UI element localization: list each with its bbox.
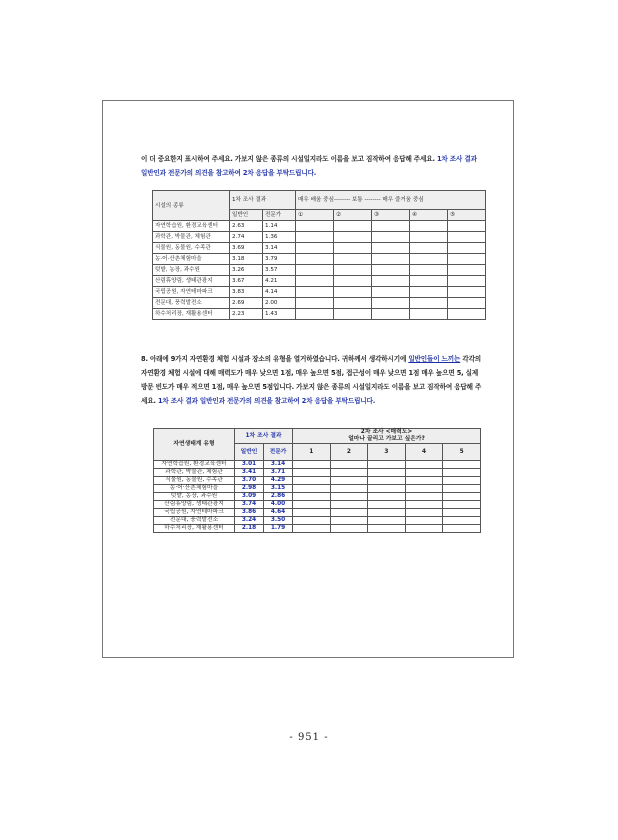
table-row [154, 501, 481, 509]
table2-expert-header: 전문가 [264, 444, 293, 461]
table2-round2-header: 2차 조사 <매력도> 얼마나 끌리고 가보고 싶은가? [293, 429, 481, 444]
response-cell [371, 254, 409, 265]
expert-score: 1.36 [263, 232, 296, 243]
response-cell [293, 501, 331, 509]
response-cell [409, 298, 447, 309]
table1-choice-header: ③ [371, 210, 409, 221]
response-cell [293, 477, 331, 485]
table1-scale-header: 매우 배움 중심-------- 보통 -------- 매우 즐거움 중심 [296, 191, 486, 210]
facility-name: 과학관, 박물관, 체험관 [154, 469, 235, 477]
response-cell [405, 469, 443, 477]
intro-text: 이 더 중요한지 표시하여 주세요. 가보지 않은 종류의 시설일지라도 이름을 보고 짐작하여 응답해 주세요. [141, 155, 437, 163]
response-cell [296, 232, 334, 243]
response-cell [409, 287, 447, 298]
question8-underlined: 일반인들이 느끼는 [408, 355, 461, 363]
response-cell [447, 287, 485, 298]
facility-name: 자연학습원, 환경교육센터 [154, 461, 235, 469]
response-cell [371, 309, 409, 320]
response-cell [443, 493, 481, 501]
table1-round1-header: 1차 조사 결과 [230, 191, 296, 210]
facility-name: 농·어·산촌체험마을 [153, 254, 230, 265]
public-score: 2.74 [230, 232, 263, 243]
response-cell [330, 461, 368, 469]
response-cell [333, 254, 371, 265]
page-number: - 951 - [289, 732, 329, 743]
facility-name: 하수처리장, 재활용센터 [153, 309, 230, 320]
table2-public-header: 일반인 [235, 444, 264, 461]
response-cell [368, 525, 406, 533]
public-score: 3.69 [230, 243, 263, 254]
response-cell [296, 254, 334, 265]
response-cell [447, 309, 485, 320]
response-cell [330, 517, 368, 525]
response-cell [333, 287, 371, 298]
facility-name: 전문대, 풍력발전소 [154, 517, 235, 525]
table-row [153, 265, 486, 276]
response-cell [443, 485, 481, 493]
table1-choice-header: ⑤ [447, 210, 485, 221]
facility-name: 국립공원, 자연테마파크 [154, 509, 235, 517]
response-cell [371, 298, 409, 309]
public-score: 2.23 [230, 309, 263, 320]
response-cell [296, 309, 334, 320]
facility-name: 산림휴양림, 생태관광지 [154, 501, 235, 509]
expert-score: 2.00 [263, 298, 296, 309]
expert-score: 1.79 [264, 525, 293, 533]
response-cell [447, 243, 485, 254]
table-row [154, 509, 481, 517]
public-score: 3.18 [230, 254, 263, 265]
response-cell [443, 501, 481, 509]
response-cell [293, 517, 331, 525]
response-cell [405, 517, 443, 525]
response-cell [443, 461, 481, 469]
response-cell [333, 243, 371, 254]
table1-choice-header: ② [333, 210, 371, 221]
response-cell [368, 485, 406, 493]
response-cell [368, 493, 406, 501]
response-cell [293, 509, 331, 517]
table-row [153, 298, 486, 309]
response-cell [333, 232, 371, 243]
expert-score: 3.14 [263, 243, 296, 254]
response-cell [333, 265, 371, 276]
response-cell [443, 477, 481, 485]
response-cell [333, 309, 371, 320]
table2-choice-header: 1 [293, 444, 331, 461]
public-score: 3.01 [235, 461, 264, 469]
expert-score: 3.14 [264, 461, 293, 469]
response-cell [296, 298, 334, 309]
expert-score: 4.64 [264, 509, 293, 517]
facility-name: 산림휴양림, 생태관광지 [153, 276, 230, 287]
public-score: 3.74 [235, 501, 264, 509]
response-cell [409, 309, 447, 320]
table2-choice-header: 4 [405, 444, 443, 461]
table-row [153, 221, 486, 232]
table-row [154, 517, 481, 525]
response-cell [296, 276, 334, 287]
response-cell [405, 525, 443, 533]
table2-choice-header: 2 [330, 444, 368, 461]
table2-round1-header: 1차 조사 결과 [235, 429, 293, 444]
response-cell [368, 501, 406, 509]
response-cell [371, 243, 409, 254]
table1-choice-header: ④ [409, 210, 447, 221]
response-cell [409, 221, 447, 232]
expert-score: 3.50 [264, 517, 293, 525]
response-cell [330, 501, 368, 509]
response-cell [293, 493, 331, 501]
expert-score: 3.79 [263, 254, 296, 265]
expert-score: 4.21 [263, 276, 296, 287]
facility-name: 전문대, 풍력발전소 [153, 298, 230, 309]
response-cell [368, 477, 406, 485]
response-cell [443, 517, 481, 525]
response-cell [405, 485, 443, 493]
facility-name: 텃밭, 농장, 과수원 [154, 493, 235, 501]
response-cell [409, 276, 447, 287]
response-cell [409, 243, 447, 254]
response-cell [296, 243, 334, 254]
public-score: 3.26 [230, 265, 263, 276]
response-cell [443, 469, 481, 477]
response-cell [371, 265, 409, 276]
expert-score: 4.14 [263, 287, 296, 298]
intro-highlight: 1차 조사 결과 일반인과 전문가의 의견을 참고하여 2차 응답을 부탁드립니다. [141, 155, 477, 177]
question8-text-cont: 각각의 자연환경 체험 시설에 대해 매력도가 매우 낮으면 1점, 매우 높으면 5점, 접근성이 매우 낮으면 1점 매우 높으면 5, 실제 방문 빈도가 매우 적으면 1점, 매우 높으면 5점입니다. 가보지 않은 종류의 시설일지라도 이름을 보고 짐작하여 응답해 주세요. [141, 355, 482, 405]
response-cell [405, 501, 443, 509]
table-row [154, 469, 481, 477]
table-row [153, 309, 486, 320]
response-cell [447, 265, 485, 276]
expert-score: 4.00 [264, 501, 293, 509]
response-cell [405, 477, 443, 485]
response-cell [409, 265, 447, 276]
response-cell [296, 221, 334, 232]
response-cell [405, 509, 443, 517]
response-cell [405, 493, 443, 501]
table-row [154, 461, 481, 469]
table-round1-learning-fun [152, 190, 486, 320]
table-row [153, 276, 486, 287]
response-cell [409, 254, 447, 265]
response-cell [368, 469, 406, 477]
public-score: 3.24 [235, 517, 264, 525]
response-cell [293, 485, 331, 493]
response-cell [330, 509, 368, 517]
public-score: 2.63 [230, 221, 263, 232]
response-cell [371, 287, 409, 298]
response-cell [371, 232, 409, 243]
response-cell [443, 509, 481, 517]
response-cell [293, 461, 331, 469]
response-cell [447, 232, 485, 243]
response-cell [330, 493, 368, 501]
facility-name: 자연학습원, 환경교육센터 [153, 221, 230, 232]
public-score: 3.83 [230, 287, 263, 298]
expert-score: 3.57 [263, 265, 296, 276]
facility-name: 식물원, 동물원, 수족관 [154, 477, 235, 485]
facility-name: 하수처리장, 재활용센터 [154, 525, 235, 533]
facility-name: 과학관, 박물관, 체험관 [153, 232, 230, 243]
public-score: 3.41 [235, 469, 264, 477]
response-cell [330, 485, 368, 493]
table-round2-attractiveness [153, 428, 481, 533]
table2-choice-header: 3 [368, 444, 406, 461]
response-cell [293, 469, 331, 477]
question8-text: 8. 아래에 9가지 자연환경 체험 시설과 장소의 유형을 열거하였습니다. 귀하께서 생각하시기에 [141, 355, 409, 363]
table-row [154, 493, 481, 501]
table1-choice-header: ① [296, 210, 334, 221]
expert-score: 2.86 [264, 493, 293, 501]
response-cell [333, 298, 371, 309]
response-cell [368, 461, 406, 469]
question8-highlight: 1차 조사 결과 일반인과 전문가의 의견을 참고하여 2차 응답을 부탁드립니다. [157, 397, 376, 405]
response-cell [333, 276, 371, 287]
table2-choice-header: 5 [443, 444, 481, 461]
response-cell [330, 469, 368, 477]
response-cell [447, 298, 485, 309]
response-cell [330, 525, 368, 533]
table-row [154, 477, 481, 485]
public-score: 3.67 [230, 276, 263, 287]
response-cell [371, 221, 409, 232]
table-row [153, 232, 486, 243]
response-cell [447, 221, 485, 232]
response-cell [409, 232, 447, 243]
facility-name: 농·어·산촌체험마을 [154, 485, 235, 493]
facility-name: 텃밭, 농장, 과수원 [153, 265, 230, 276]
response-cell [296, 265, 334, 276]
question8-paragraph [141, 352, 483, 408]
table-row [154, 485, 481, 493]
table1-expert-header: 전문가 [263, 210, 296, 221]
response-cell [330, 477, 368, 485]
facility-name: 국립공원, 자연테마파크 [153, 287, 230, 298]
response-cell [368, 509, 406, 517]
response-cell [443, 525, 481, 533]
response-cell [368, 517, 406, 525]
expert-score: 3.15 [264, 485, 293, 493]
public-score: 3.86 [235, 509, 264, 517]
response-cell [405, 461, 443, 469]
facility-name: 식물원, 동물원, 수족관 [153, 243, 230, 254]
table-row [153, 243, 486, 254]
response-cell [371, 276, 409, 287]
intro-paragraph [141, 152, 483, 180]
public-score: 3.09 [235, 493, 264, 501]
response-cell [333, 221, 371, 232]
table-row [153, 287, 486, 298]
response-cell [447, 276, 485, 287]
public-score: 2.18 [235, 525, 264, 533]
public-score: 2.69 [230, 298, 263, 309]
expert-score: 1.14 [263, 221, 296, 232]
response-cell [293, 525, 331, 533]
table-row [154, 525, 481, 533]
expert-score: 4.29 [264, 477, 293, 485]
table1-public-header: 일반인 [230, 210, 263, 221]
table2-facility-header: 자연생태계 유형 [154, 429, 235, 461]
table1-facility-header: 시설의 종류 [153, 191, 230, 221]
expert-score: 3.71 [264, 469, 293, 477]
public-score: 2.98 [235, 485, 264, 493]
expert-score: 1.43 [263, 309, 296, 320]
response-cell [447, 254, 485, 265]
response-cell [296, 287, 334, 298]
public-score: 3.70 [235, 477, 264, 485]
table-row [153, 254, 486, 265]
